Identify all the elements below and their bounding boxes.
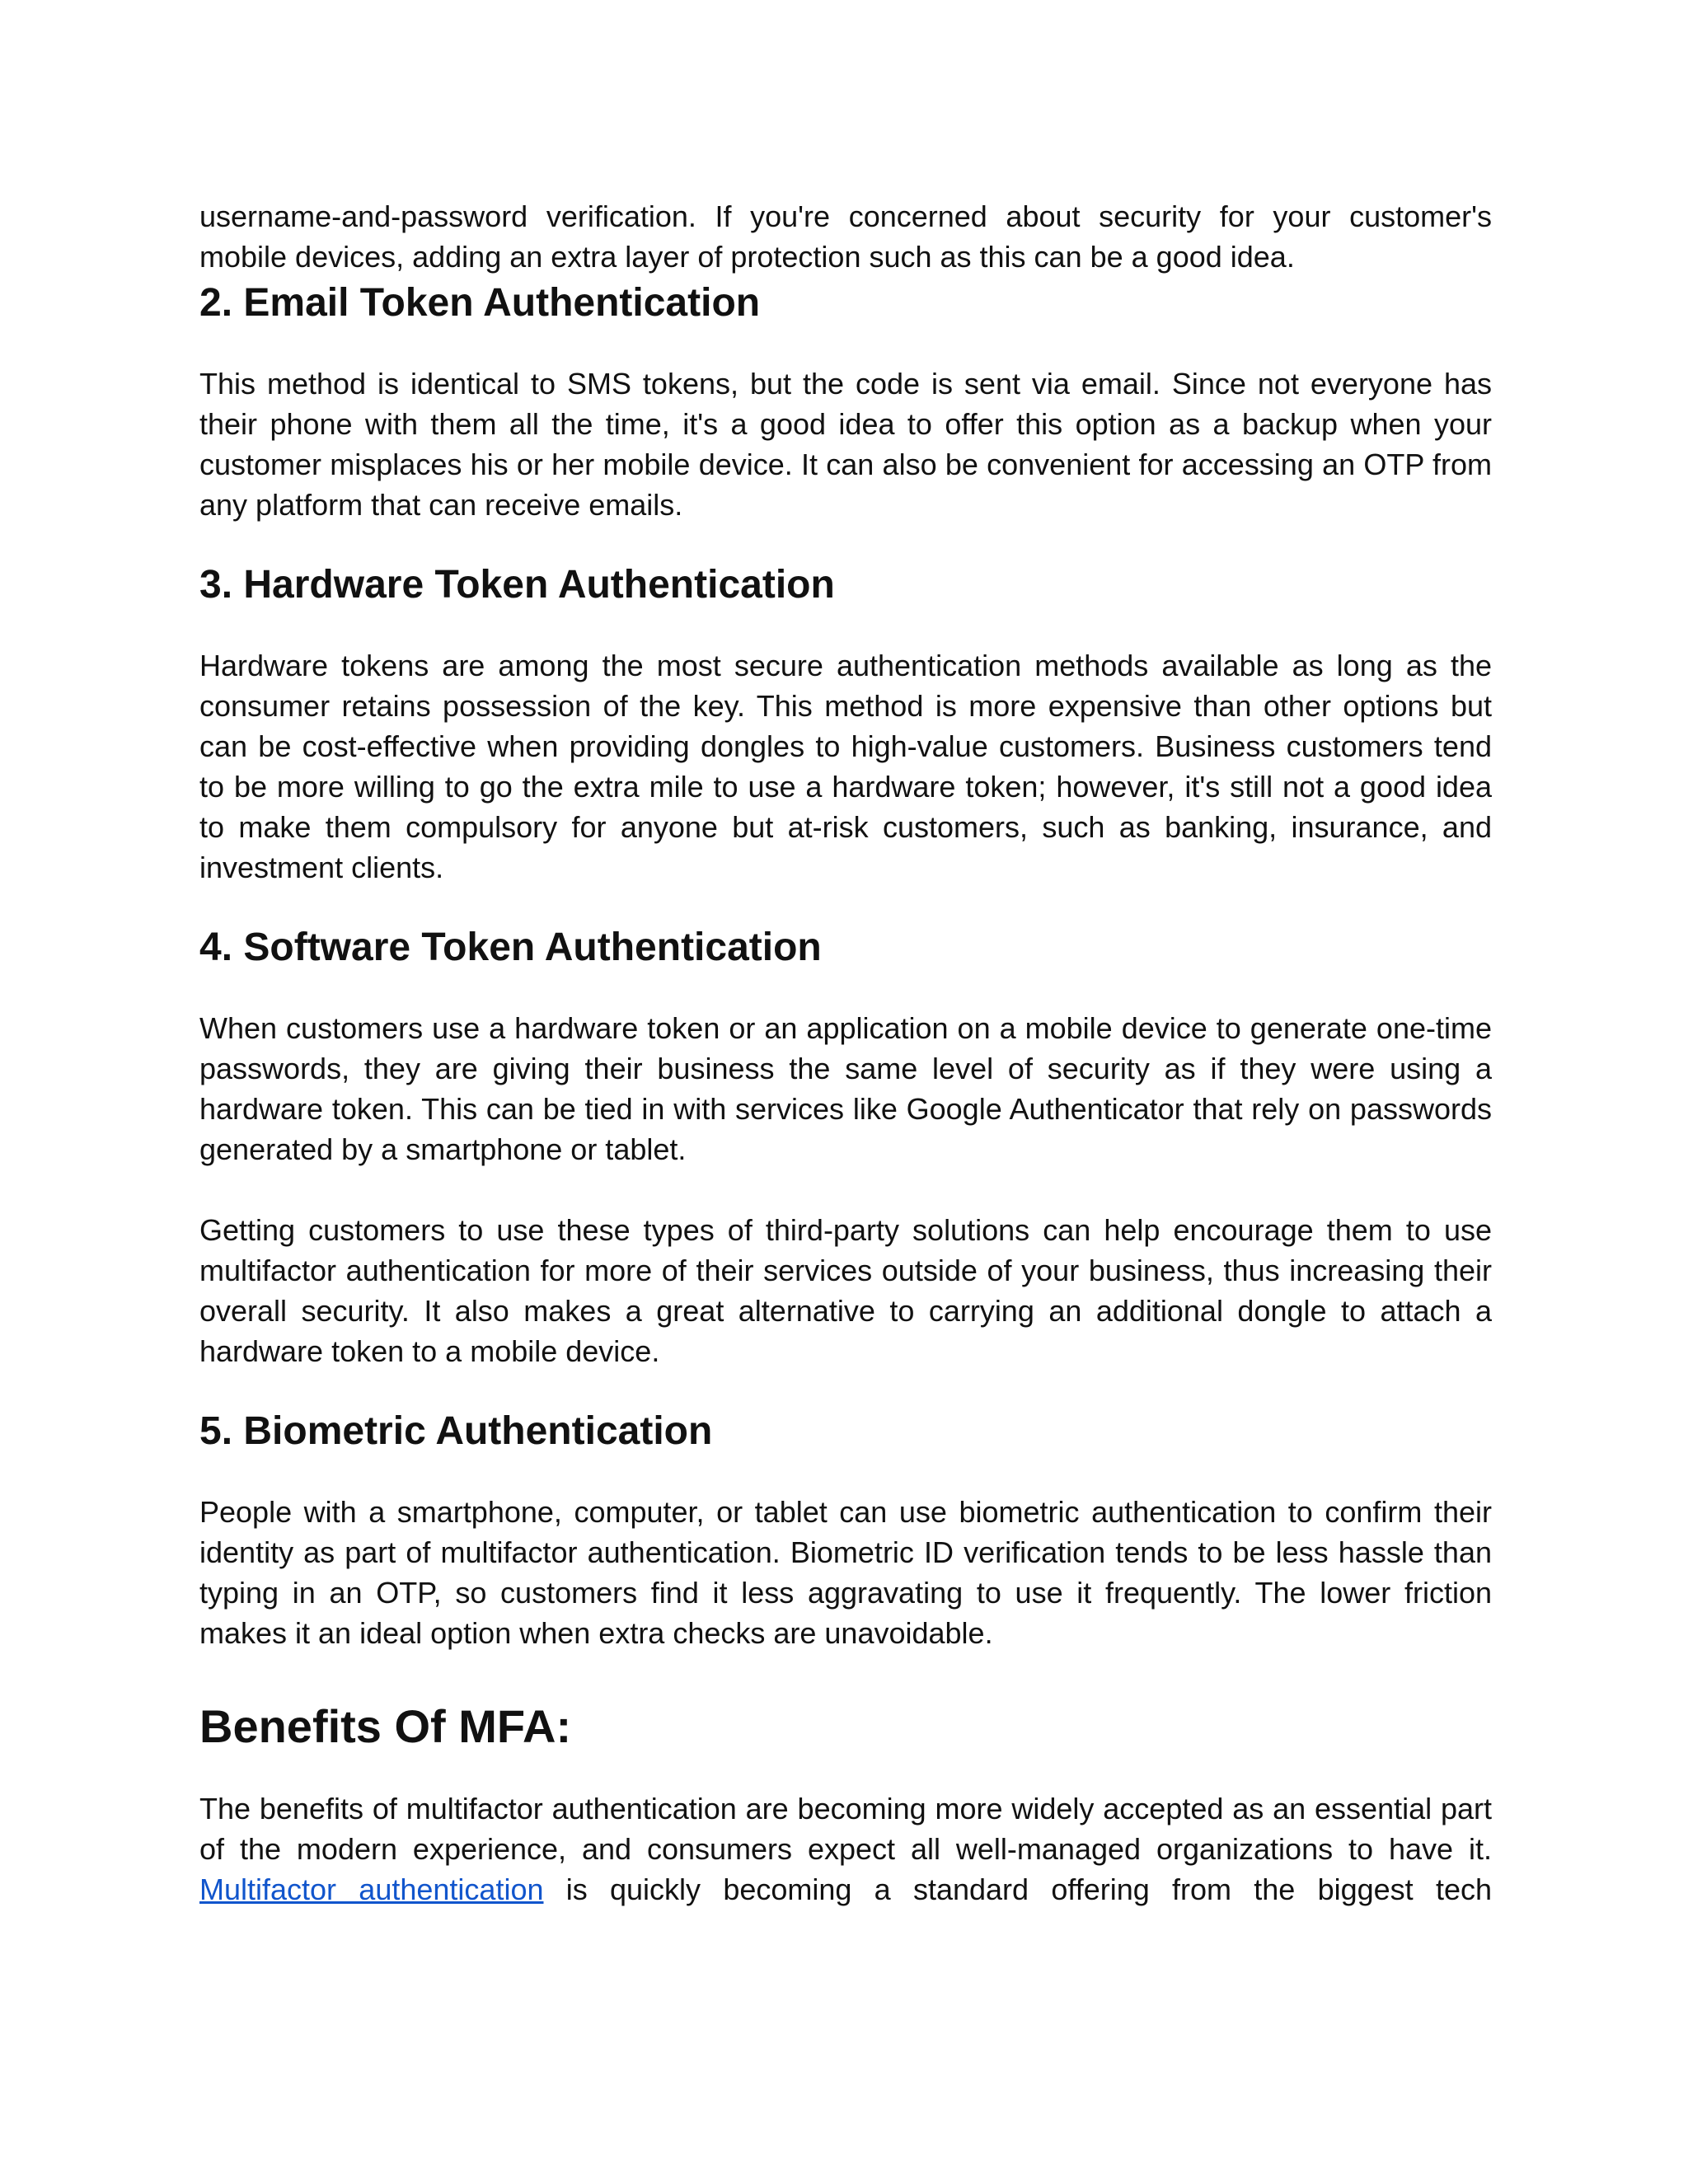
paragraph-software-token-2: Getting customers to use these types of third-party solutions can help encourage them to use multifactor authentication for more of their services outside of your business, thus increasing their overall security. It also makes a great alternative to carrying an additional dongle to attach a hardware token to a mobile device.	[199, 1213, 1492, 1368]
paragraph-biometric: People with a smartphone, computer, or tablet can use biometric authentication to confirm their identity as part of multifactor authentication. Biometric ID verification tends to be less hassle than typing in an OTP, so customers find it less aggravating to use it frequently. The lower friction makes it an ideal option when extra checks are unavoidable.	[199, 1495, 1492, 1650]
heading-hardware-token: 3. Hardware Token Authentication	[199, 563, 835, 607]
heading-email-token: 2. Email Token Authentication	[199, 281, 761, 325]
heading-benefits: Benefits Of MFA:	[199, 1700, 572, 1752]
document-body	[199, 196, 1492, 1910]
heading-biometric: 5. Biometric Authentication	[199, 1409, 713, 1453]
intro-paragraph: username-and-password verification. If you're concerned about security for your customer's mobile devices, adding an extra layer of protection such as this can be a good idea.	[199, 199, 1492, 274]
benefits-text-before-link: The benefits of multifactor authentication are becoming more widely accepted as an essential part of the modern experience, and consumers expect all well-managed organizations to have it.	[199, 1792, 1492, 1866]
heading-software-token: 4. Software Token Authentication	[199, 926, 822, 969]
paragraph-email-token: This method is identical to SMS tokens, but the code is sent via email. Since not everyone has their phone with them all the time, it's a good idea to offer this option as a backup when your customer misplaces his or her mobile device. It can also be convenient for accessing an OTP from any platform that can receive emails.	[199, 367, 1492, 522]
benefits-text-after-link: is quickly becoming a standard offering from the biggest tech	[565, 1872, 1492, 1906]
paragraph-benefits	[199, 1788, 1492, 1910]
paragraph-hardware-token: Hardware tokens are among the most secure authentication methods available as long as the consumer retains possession of the key. This method is more expensive than other options but can be cost-effective when providing dongles to high-value customers. Business customers tend to be more willing to go the extra mile to use a hardware token; however, it's still not a good idea to make them compulsory for anyone but at-risk customers, such as banking, insurance, and investment clients.	[199, 649, 1492, 884]
paragraph-software-token-1: When customers use a hardware token or an application on a mobile device to generate one-time passwords, they are giving their business the same level of security as if they were using a hardware token. This can be tied in with services like Google Authenticator that rely on passwords generated by a smartphone or tablet.	[199, 1011, 1492, 1166]
multifactor-authentication-link[interactable]: Multifactor authentication	[199, 1872, 544, 1906]
